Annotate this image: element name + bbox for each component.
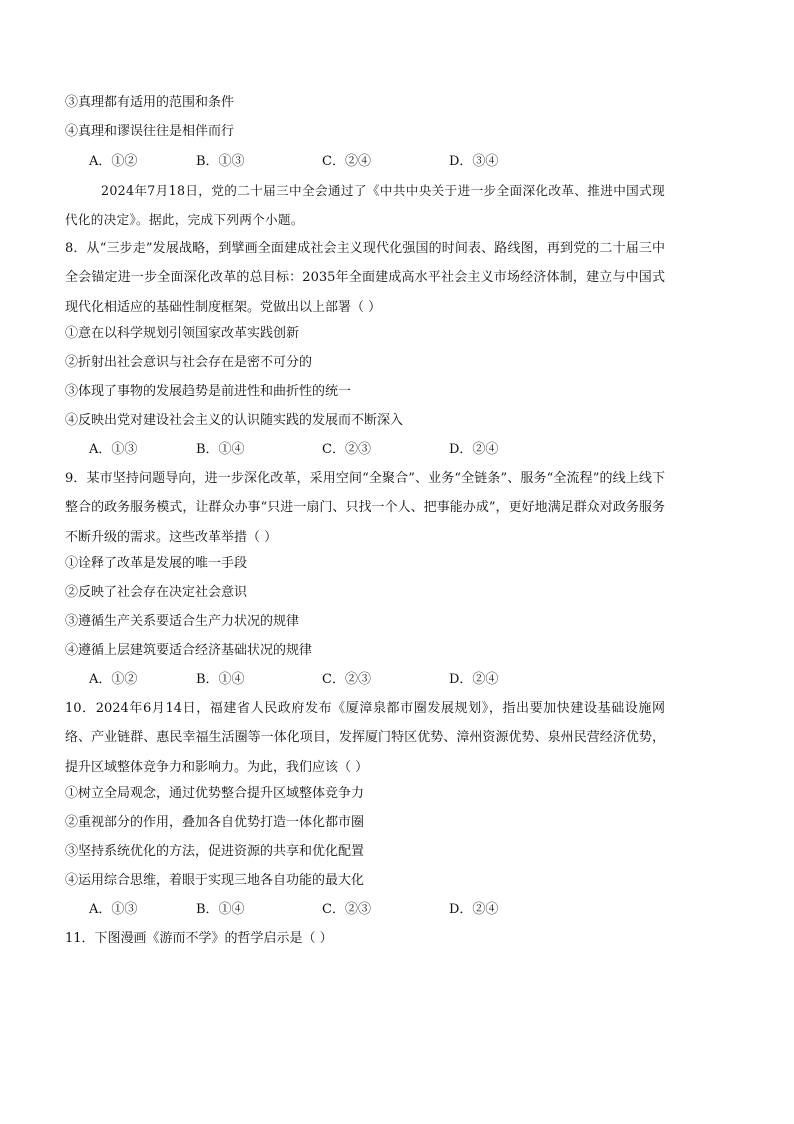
q10-option-d[interactable]: D．②④ (449, 902, 499, 917)
q9-statement-2: ②反映了社会存在决定社会意识 (65, 585, 248, 600)
q11-stem: 11．下图漫画《游而不学》的哲学启示是（ ） (65, 931, 333, 946)
q10-option-a[interactable]: A．①③ (89, 902, 138, 917)
q8-option-a[interactable]: A．①③ (89, 442, 138, 457)
q10-statement-2: ②重视部分的作用，叠加各自优势打造一体化都市圈 (65, 815, 365, 830)
q9-option-c[interactable]: C．②③ (322, 672, 371, 687)
q7-option-d[interactable]: D．③④ (449, 154, 499, 169)
q7-option-a[interactable]: A．①② (89, 154, 138, 169)
q8-option-c[interactable]: C．②③ (322, 442, 371, 457)
q8-statement-2: ②折射出社会意识与社会存在是密不可分的 (65, 355, 313, 370)
q8-option-d[interactable]: D．②④ (449, 442, 499, 457)
q10-statement-1: ①树立全局观念，通过优势整合提升区域整体竞争力 (65, 786, 365, 801)
q10-option-b[interactable]: B．①④ (196, 902, 245, 917)
q10-option-c[interactable]: C．②③ (322, 902, 371, 917)
q8-stem: 8．从“三步走”发展战略，到擘画全面建成社会主义现代化强国的时间表、路线图，再到党的二十届三中全会锚定进一步全面深化改革的总目标：2035年全面建成高水平社会主义市场经济体制，建立与中国式现代化相适应的基础性制度框架。党做出以上部署（ ） (65, 241, 665, 315)
q7-statement-3: ③真理都有适用的范围和条件 (65, 95, 235, 110)
material-intro: 2024年7月18日，党的二十届三中全会通过了《中共中央关于进一步全面深化改革、推进中国式现代化的决定》。据此，完成下列两个小题。 (65, 183, 665, 228)
q9-stem: 9．某市坚持问题导向，进一步深化改革，采用空间“全聚合”、业务“全链条”、服务“全流程”的线上线下整合的政务服务模式，让群众办事“只进一扇门、只找一个人、把事能办成”，更好地满足群众对政务服务不断升级的需求。这些改革举措（ ） (65, 471, 665, 545)
q7-statement-4: ④真理和谬误往往是相伴而行 (65, 124, 235, 139)
q10-stem: 10．2024年6月14日，福建省人民政府发布《厦漳泉都市圈发展规划》，指出要加快建设基础设施网络、产业链群、惠民幸福生活圈等一体化项目，发挥厦门特区优势、漳州资源优势、泉州民营经济优势，提升区域整体竞争力和影响力。为此，我们应该（ ） (65, 701, 665, 775)
q8-statement-4: ④反映出党对建设社会主义的认识随实践的发展而不断深入 (65, 413, 404, 428)
q10-statement-3: ③坚持系统优化的方法，促进资源的共享和优化配置 (65, 844, 365, 859)
q9-statement-4: ④遵循上层建筑要适合经济基础状况的规律 (65, 643, 313, 658)
q8-statement-1: ①意在以科学规划引领国家改革实践创新 (65, 326, 300, 341)
q9-statement-1: ①诠释了改革是发展的唯一手段 (65, 556, 248, 571)
q7-option-c[interactable]: C．②④ (322, 154, 371, 169)
q7-option-b[interactable]: B．①③ (196, 154, 245, 169)
q10-statement-4: ④运用综合思维，着眼于实现三地各自功能的最大化 (65, 873, 365, 888)
q9-statement-3: ③遵循生产关系要适合生产力状况的规律 (65, 614, 300, 629)
q9-option-d[interactable]: D．②④ (449, 672, 499, 687)
q9-option-a[interactable]: A．①② (89, 672, 138, 687)
q8-statement-3: ③体现了事物的发展趋势是前进性和曲折性的统一 (65, 384, 352, 399)
q9-option-b[interactable]: B．①④ (196, 672, 245, 687)
q8-option-b[interactable]: B．①④ (196, 442, 245, 457)
